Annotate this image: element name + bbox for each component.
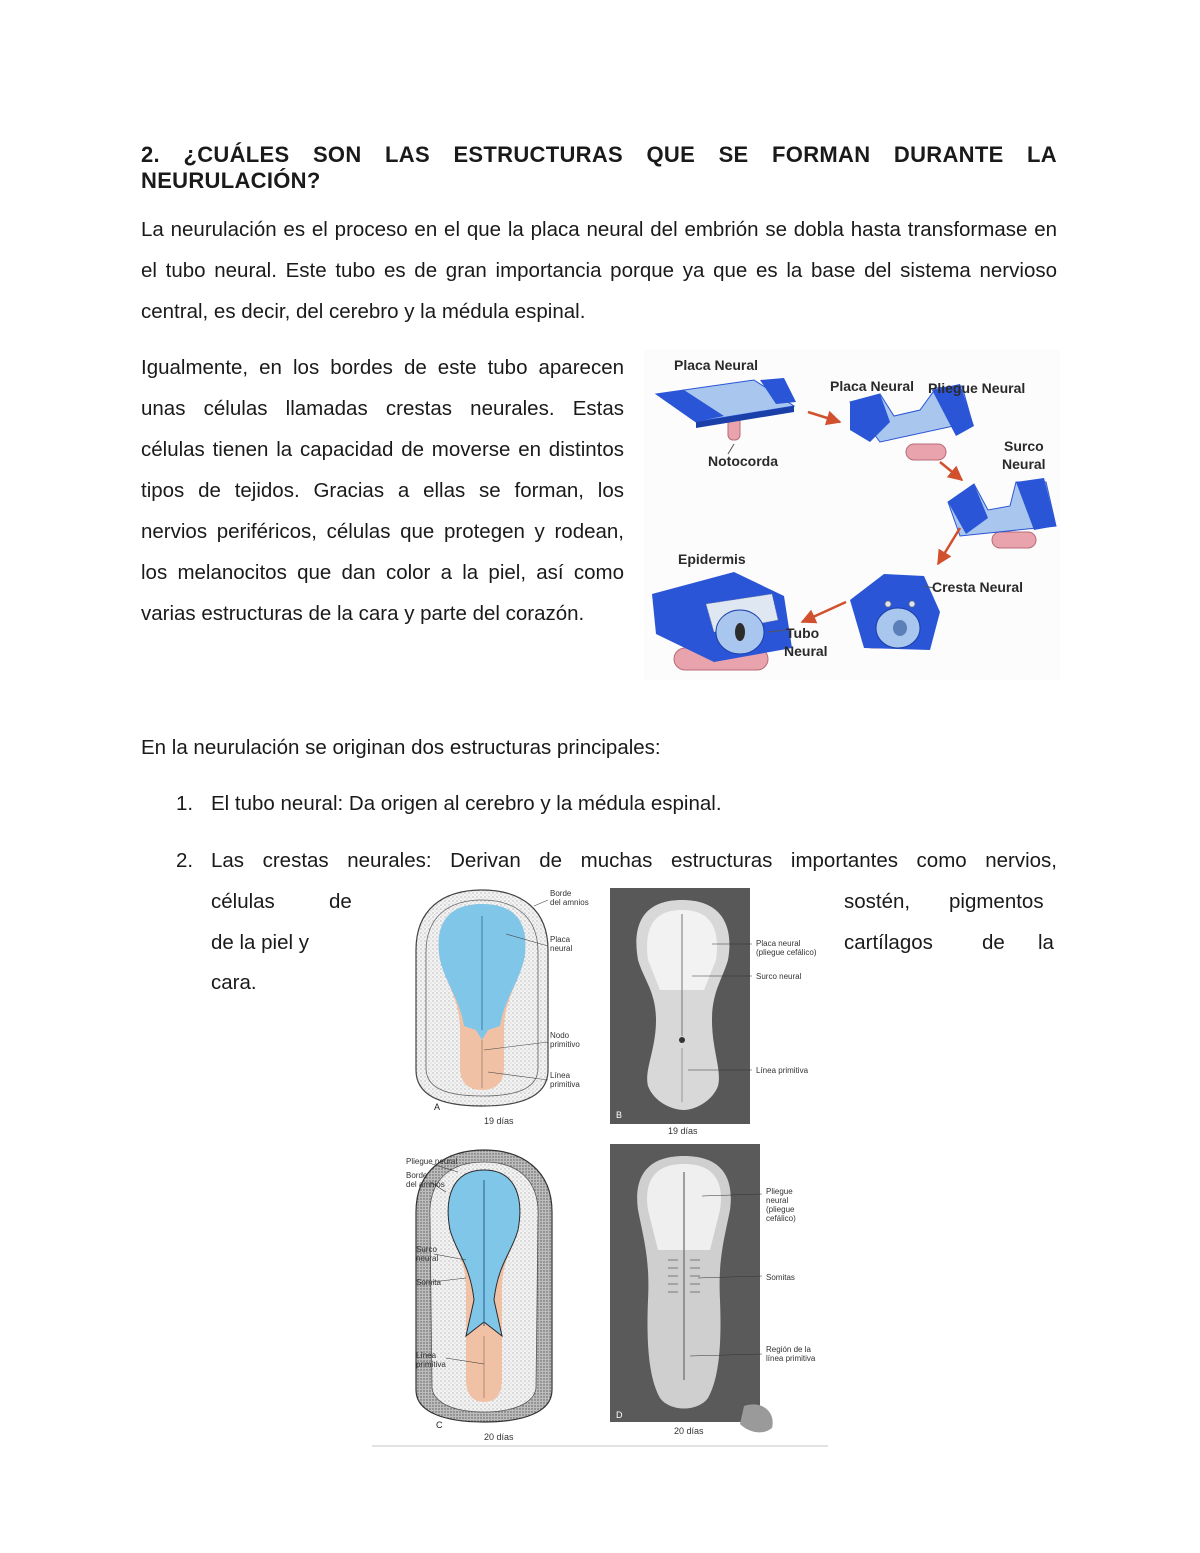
arrow-2	[940, 462, 962, 480]
wrap-left-4: cara.	[211, 971, 257, 994]
panel-c	[406, 1150, 552, 1442]
neurulation-diagram	[644, 350, 1060, 680]
stage-neural-plate	[656, 378, 796, 440]
label-epidermis: Epidermis	[678, 551, 746, 567]
b-label-3: Surco neural	[756, 972, 802, 981]
c-letter: C	[436, 1420, 443, 1430]
section-heading: 2. ¿CUÁLES SON LAS ESTRUCTURAS QUE SE FORMAN DURANTE LA NEURULACIÓN?	[141, 142, 1057, 193]
a-label-3: Placa	[550, 935, 571, 944]
paragraph-structures: En la neurulación se originan dos estructuras principales:	[141, 736, 661, 759]
stage-neural-groove	[948, 478, 1056, 548]
wrap-right-3: cartílagos	[844, 931, 933, 954]
c-label-5: neural	[416, 1254, 439, 1263]
b-label-4: Línea primitiva	[756, 1066, 809, 1075]
b-label-1: Placa neural	[756, 939, 801, 948]
arrow-4	[802, 602, 846, 622]
label-tubo-1: Tubo	[786, 625, 820, 641]
d-letter: D	[616, 1410, 623, 1420]
d-label-4: cefálico)	[766, 1214, 796, 1223]
c-label-8: primitiva	[416, 1360, 446, 1369]
a-label-4: neural	[550, 944, 573, 953]
a-letter: A	[434, 1102, 441, 1112]
label-cresta-neural: Cresta Neural	[932, 579, 1024, 595]
c-label-7: Línea	[416, 1351, 437, 1360]
b-caption: 19 días	[668, 1126, 698, 1136]
wrap-right-5: la	[1038, 931, 1054, 954]
arrow-3	[938, 528, 960, 564]
b-letter: B	[616, 1110, 623, 1120]
b-label-2: (pliegue cefálico)	[756, 948, 817, 957]
wrap-left-3: de la piel y	[211, 931, 310, 954]
paragraph-neural-crest: Igualmente, en los bordes de este tubo aparecen unas células llamadas crestas neurales. Estas células tienen la capacidad de moverse en distintos tipos de tejidos. Gracias a ellas se forman, los nervios periféricos, células que protegen y rodean, los melanocitos que dan color a la piel, así como varias estructuras de la cara y parte del corazón.	[141, 356, 624, 625]
embryo-figure	[372, 880, 828, 1448]
label-surco-2: Neural	[1002, 456, 1046, 472]
a-label-7: Línea	[550, 1071, 571, 1080]
a-caption: 19 días	[484, 1116, 514, 1126]
label-notocorda: Notocorda	[708, 453, 778, 469]
d-label-6: Región de la	[766, 1345, 811, 1354]
c-label-2: Borde	[406, 1171, 428, 1180]
d-caption: 20 días	[674, 1426, 704, 1436]
label-placa-neural-2: Placa Neural	[830, 378, 915, 394]
c-caption: 20 días	[484, 1432, 514, 1442]
list-number: 2.	[176, 849, 194, 872]
wrap-right-4: de	[982, 931, 1005, 954]
c-label-1: Pliegue neural	[406, 1157, 458, 1166]
a-label-1: Borde	[550, 889, 572, 898]
arrow-1	[808, 412, 840, 422]
wrap-right-1: sostén,	[844, 890, 911, 913]
list-number: 1.	[176, 792, 194, 815]
a-label-2: del amnios	[550, 898, 589, 907]
d-label-1: Pliegue	[766, 1187, 793, 1196]
c-label-6: Somita	[416, 1278, 441, 1287]
paragraph-intro: La neurulación es el proceso en el que la placa neural del embrión se dobla hasta transformase en el tubo neural. Este tubo es de gran importancia porque ya que es la base del sistema nervioso central, es decir, del cerebro y la médula espinal.	[141, 218, 1057, 323]
c-label-4: Surco	[416, 1245, 437, 1254]
a-label-8: primitiva	[550, 1080, 580, 1089]
c-label-3: del amnios	[406, 1180, 445, 1189]
d-label-5: Somitas	[766, 1273, 795, 1282]
stage-neural-tube	[652, 572, 792, 670]
d-label-7: línea primitiva	[766, 1354, 816, 1363]
label-surco-1: Surco	[1004, 438, 1044, 454]
panel-d	[610, 1144, 816, 1436]
list-text: Las crestas neurales: Derivan de muchas estructuras importantes como nervios,	[211, 849, 1057, 872]
label-placa-neural-1: Placa Neural	[674, 357, 759, 373]
list-text: El tubo neural: Da origen al cerebro y la médula espinal.	[211, 792, 722, 815]
wrap-left-2: de	[329, 890, 352, 913]
a-label-5: Nodo	[550, 1031, 570, 1040]
label-tubo-2: Neural	[784, 643, 828, 659]
panel-a	[416, 889, 589, 1126]
label-pliegue-neural: Pliegue Neural	[928, 380, 1026, 396]
wrap-right-2: pigmentos	[949, 890, 1044, 913]
d-label-2: neural	[766, 1196, 789, 1205]
wrap-left-1: células	[211, 890, 275, 913]
a-label-6: primitivo	[550, 1040, 580, 1049]
d-label-3: (pliegue	[766, 1205, 795, 1214]
stage-neural-crest	[850, 574, 940, 650]
panel-b	[610, 888, 817, 1136]
